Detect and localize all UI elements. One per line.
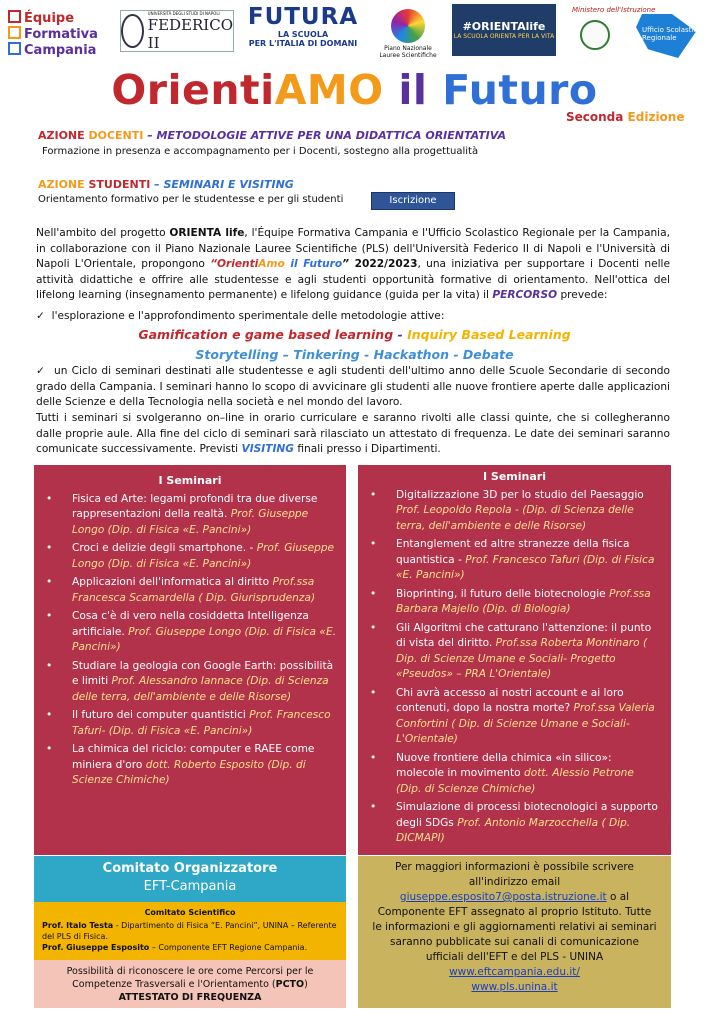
comitato-organizzatore: Comitato Organizzatore EFT-Campania	[34, 856, 346, 902]
bullet-icon: •	[46, 542, 53, 554]
seminar-speaker: Prof. Antonio Marzocchella ( Dip. DICMAPI)	[396, 816, 631, 844]
seminar-title: Simulazione di processi biotecnologici a supporto degli SDGs	[396, 801, 658, 829]
futura-logo: FUTURA LA SCUOLA PER L'ITALIA DI DOMANI	[247, 4, 359, 48]
bullet-icon: •	[46, 492, 53, 505]
bullet-icon: •	[46, 709, 53, 721]
bullet-icon: •	[46, 743, 53, 755]
bullet-icon: •	[370, 488, 377, 501]
bullet-icon: •	[46, 610, 53, 622]
seminar-item	[358, 686, 661, 748]
bullet-icon: •	[46, 576, 53, 588]
bullet-icon: •	[370, 587, 377, 600]
edition-label: Seconda Edizione	[566, 110, 685, 124]
bullet-icon: •	[370, 686, 377, 699]
seminar-item	[34, 492, 336, 539]
seminar-speaker: Prof.ssa Valeria Confortini ( Dip. di Scienze Umane e Sociali- L'Orientale)	[396, 702, 655, 745]
seminar-item	[34, 609, 336, 656]
page-title: OrientiAMO il Futuro	[111, 66, 598, 114]
eft-website-link[interactable]: www.eftcampania.edu.it/	[449, 966, 580, 978]
seminar-speaker: Prof.ssa Francesca Scamardella ( Dip. Giurisprudenza)	[72, 576, 316, 604]
seminar-item	[34, 575, 336, 606]
seminar-title: Studiare la geologia con Google Earth: possibilità e limiti	[72, 659, 334, 687]
seminar-speaker: Prof.ssa Roberta Montinaro ( Dip. di Scienze Umane e Sociali- Progetto «Pseudos» – PRA L'Orientale)	[396, 637, 648, 680]
seminar-item	[358, 537, 661, 584]
checkmark-icon: ✓	[36, 365, 55, 377]
pnls-logo: Piano Nazionale Lauree Scientifiche	[376, 6, 440, 62]
federico-ii-logo: UNIVERSITÀ DEGLI STUDI DI NAPOLI FEDERICO II	[120, 10, 234, 52]
seminar-speaker: Prof. Francesco Tafuri (Dip. di Fisica «E. Pancini»)	[396, 553, 655, 581]
seminar-title: Bioprinting, il futuro delle biotecnologie	[396, 587, 610, 600]
square-icon	[8, 10, 21, 23]
seminar-item	[358, 488, 661, 535]
methods-line-1: Gamification e game based learning - Inquiry Based Learning	[138, 327, 571, 342]
seminar-title: Croci e delizie degli smartphone. -	[72, 542, 257, 554]
azione-docenti-heading: AZIONE DOCENTI – METODOLOGIE ATTIVE PER UNA DIDATTICA ORIENTATIVA	[38, 129, 506, 142]
usr-campania-logo: Ministero dell'Istruzione Ufficio Scolastico Regionale	[572, 8, 702, 60]
methods-line-2: Storytelling – Tinkering - Hackathon - Debate	[195, 347, 514, 362]
intro-paragraph: Nell'ambito del progetto ORIENTA life, l'Équipe Formativa Campania e l'Ufficio Scolastico Regionale per la Campania, in collaborazione con il Piano Nazionale Lauree Scientifiche (PLS) dell'Università Federico II di Napoli e l'Università di Napoli L'Orientale, propongono “OrientiAmo il Futuro” 2022/2023, una iniziativa per supportare i Docenti nelle attività didattiche e offrire alle studentesse e agli studenti opportunità formative di orientamento. Nell'ottica del lifelong learning (insegnamento permanente) e lifelong guidance (guida per la vita) il PERCORSO prevede:	[36, 227, 670, 301]
azione-studenti-heading: AZIONE STUDENTI – SEMINARI E VISITING	[38, 178, 294, 191]
seminars-panel-right	[358, 465, 671, 855]
seminar-title: La chimica del riciclo: computer e RAEE come miniera d'oro	[72, 743, 315, 771]
eft-logo: Équipe Formativa Campania	[8, 10, 118, 58]
seminar-item	[34, 541, 336, 572]
checklist-item: ✓ un Ciclo di seminari destinati alle studentesse e agli studenti dell'ultimo anno delle Scuole Secondarie di secondo grado della Campania. I seminari hanno lo scopo di avvicinare gli studenti alle nuove frontiere aperte dalle applicazioni delle Scienze e della Tecnologia nella società e nel mondo del lavoro.	[36, 365, 670, 408]
bullet-icon: •	[370, 538, 377, 550]
seminar-title: Cosa c'è di vero nella cosiddetta Intelligenza artificiale.	[72, 610, 309, 638]
checklist-item: ✓ l'esplorazione e l'approfondimento sperimentale delle metodologie attive:	[36, 310, 445, 322]
seminars-list	[34, 492, 346, 789]
bullet-icon: •	[46, 659, 53, 672]
checkmark-icon: ✓	[36, 310, 52, 322]
email-link[interactable]: giuseppe.esposito7@posta.istruzione.it	[399, 891, 607, 903]
seminar-title: Fisica ed Arte: legami profondi tra due diverse rappresentazioni della realtà.	[72, 492, 318, 520]
square-icon	[8, 26, 21, 39]
emblem-icon	[580, 20, 610, 50]
seminars-list	[358, 488, 671, 847]
seminar-speaker: dott. Alessio Petrone (Dip. di Scienze Chimiche)	[396, 767, 634, 795]
orientalife-logo: #ORIENTAlife LA SCUOLA ORIENTA PER LA VITA	[452, 4, 556, 56]
pcto-box: Possibilità di riconoscere le ore come Percorsi per le Competenze Trasversali e l'Orientamento (PCTO) ATTESTATO DI FREQUENZA	[34, 960, 346, 1008]
seminar-title: Applicazioni dell'informatica al diritto	[72, 576, 273, 588]
iscrizione-button[interactable]: Iscrizione	[371, 192, 455, 210]
bullet-icon: •	[370, 621, 377, 634]
seminar-item	[358, 621, 661, 683]
seminar-title: Digitalizzazione 3D per lo studio del Paesaggio	[396, 488, 644, 501]
pls-orb-icon	[391, 9, 425, 43]
comitato-scientifico: Comitato Scientifico Prof. Italo Testa - Dipartimento di Fisica “E. Pancini”, UNINA – Referente del PLS di Fisica. Prof. Giuseppe Esposito – Componente EFT Regione Campania.	[34, 902, 346, 960]
pls-website-link[interactable]: www.pls.unina.it	[471, 981, 558, 993]
seminar-speaker: Prof. Francesco Tafuri- (Dip. di Fisica «E. Pancini»)	[72, 709, 331, 737]
seminar-title: Chi avrà accesso ai nostri account e ai loro contenuti, dopo la nostra morte?	[396, 686, 624, 714]
seminar-speaker: dott. Roberto Esposito (Dip. di Scienze Chimiche)	[72, 758, 306, 786]
seminar-speaker: Prof. Leopoldo Repola - (Dip. di Scienza delle terra, dell'ambiente e delle Risorse)	[396, 504, 634, 532]
azione-studenti-description: Orientamento formativo per le studentesse e per gli studenti	[38, 194, 344, 205]
seminar-speaker: Prof. Giuseppe Longo (Dip. di Fisica «E. Pancini»)	[72, 542, 335, 570]
info-box: Per maggiori informazioni è possibile scrivere all'indirizzo email giuseppe.esposito7@posta.istruzione.it o al Componente EFT assegnato al proprio Istituto. Tutte le informazioni e gli aggiornamenti relativi ai seminari saranno pubblicate sui canali di comunicazione ufficiali dell'EFT e del PLS - UNINA www.eftcampania.edu.it/ www.pls.unina.it	[358, 856, 671, 1008]
seminar-item	[358, 800, 661, 847]
seminar-item	[34, 659, 336, 706]
azione-docenti-description: Formazione in presenza e accompagnamento per i Docenti, sostegno alla progettualità	[42, 146, 479, 157]
seminar-speaker: Prof. Alessandro Iannace (Dip. di Scienza delle terra, dell'ambiente e delle Risorse)	[72, 675, 329, 703]
bullet-icon: •	[370, 801, 377, 813]
seminar-title: Entanglement ed altre stranezze della fisica quantistica -	[396, 538, 630, 566]
square-icon	[8, 42, 21, 55]
seminars-panel-left	[34, 465, 346, 855]
panel-heading: I Seminari	[483, 470, 546, 483]
seminar-speaker: Prof. Giuseppe Longo (Dip. di Fisica «E. Pancini»)	[72, 508, 309, 536]
university-seal-icon	[121, 14, 144, 48]
seminar-speaker: Prof.ssa Barbara Majello (Dip. di Biologia)	[396, 587, 651, 615]
panel-heading: I Seminari	[158, 474, 222, 487]
seminar-title: Gli Algoritmi che catturano l'attenzione: il punto di vista del diritto.	[396, 621, 652, 649]
seminar-title: Nuove frontiere della chimica «in silico»: molecole in movimento	[396, 751, 612, 779]
seminar-item	[358, 587, 661, 618]
bullet-icon: •	[370, 751, 377, 764]
seminar-speaker: Prof. Giuseppe Longo (Dip. di Fisica «E. Pancini»)	[72, 625, 337, 653]
seminar-item	[358, 751, 661, 798]
seminar-item	[34, 742, 336, 789]
seminar-title: Il futuro dei computer quantistici	[72, 709, 250, 721]
seminar-item	[34, 708, 336, 739]
closing-paragraph: Tutti i seminari si svolgeranno on–line in orario curriculare e saranno rivolti alle classi quinte, che si collegheranno dalle proprie aule. Alla fine del ciclo di seminari sarà rilasciato un attestato di frequenza. Le date dei seminari saranno comunicate successivamente. Previsti VISITING finali presso i Dipartimenti.	[36, 412, 670, 455]
